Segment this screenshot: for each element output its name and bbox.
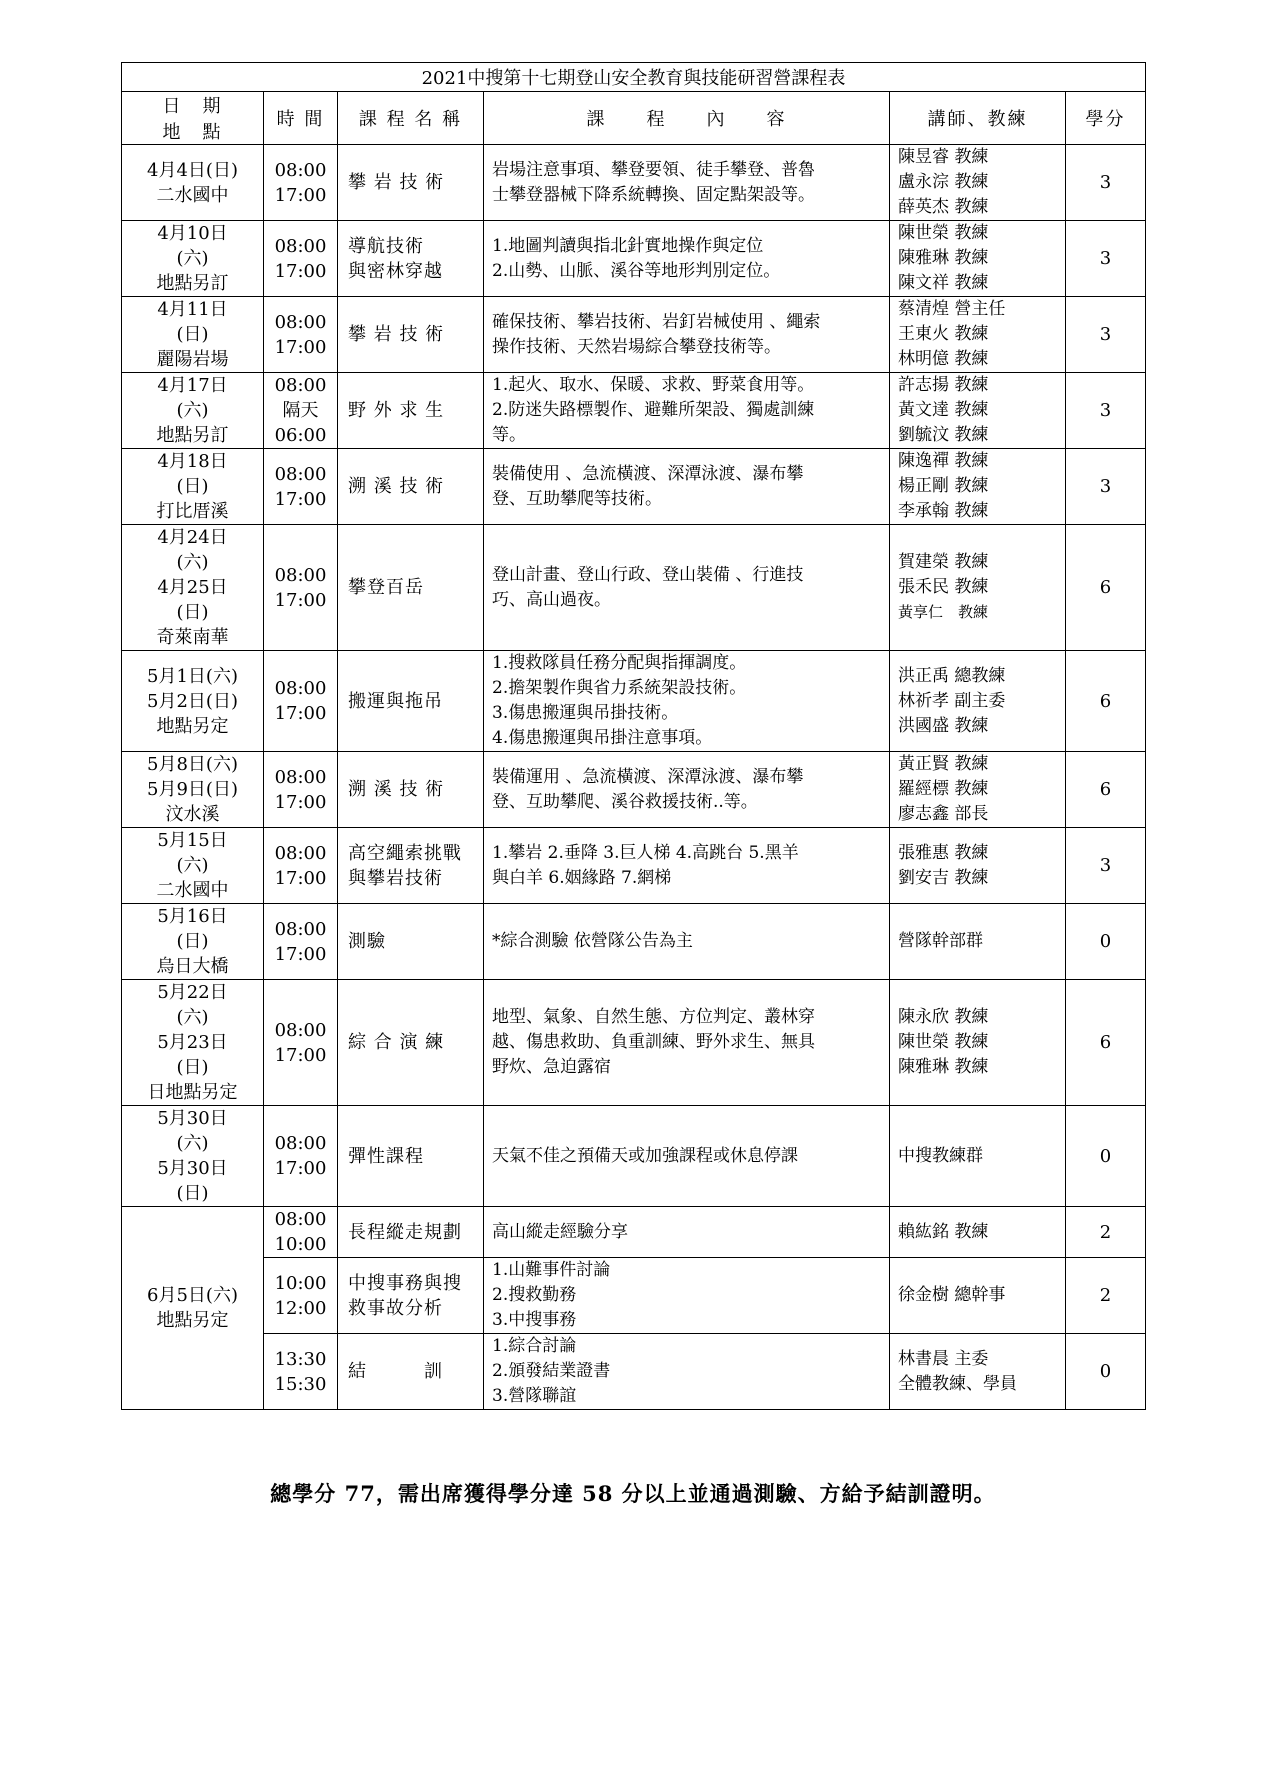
date-location-cell — [122, 373, 264, 449]
teacher-cell-line: 中搜教練群 — [898, 1145, 983, 1166]
course-name-cell-line: 與密林穿越 — [348, 260, 443, 282]
course-name-cell-line: 綜 合 演 練 — [348, 1032, 445, 1053]
date-location-cell-line: 5月23日 — [157, 1032, 228, 1053]
teacher-cell-line: 營隊幹部群 — [898, 931, 983, 951]
course-content-cell — [484, 525, 890, 651]
table-row — [122, 449, 1146, 525]
time-cell — [264, 449, 338, 525]
teacher-cell — [890, 752, 1066, 828]
table-row — [122, 1106, 1146, 1207]
teacher-cell-line: 洪正禹 總教練 — [898, 665, 1006, 686]
table-row — [122, 980, 1146, 1106]
date-location-cell — [122, 1207, 264, 1410]
teacher-cell-line: 洪國盛 教練 — [898, 715, 989, 736]
time-cell-line: 17:00 — [274, 867, 327, 889]
schedule-table — [121, 62, 1146, 1410]
time-cell — [264, 221, 338, 297]
header-row — [122, 92, 1146, 145]
date-location-cell-line: 二水國中 — [156, 880, 229, 901]
teacher-cell — [890, 449, 1066, 525]
teacher-cell-line: 林祈孝 副主委 — [898, 690, 1006, 711]
course-name-cell-line: 溯 溪 技 術 — [348, 476, 445, 497]
course-content-cell-line: 高山縱走經驗分享 — [492, 1221, 628, 1242]
teacher-cell — [890, 1207, 1066, 1258]
date-location-cell-line: 汶水溪 — [165, 804, 220, 825]
time-cell-line: 13:30 — [274, 1348, 327, 1370]
course-name-cell — [338, 1106, 484, 1207]
course-name-cell-line: 與攀岩技術 — [348, 867, 443, 889]
course-name-cell — [338, 828, 484, 904]
course-name-cell — [338, 221, 484, 297]
course-name-cell — [338, 449, 484, 525]
teacher-cell-line: 蔡清煌 營主任 — [898, 299, 1006, 319]
table-row — [122, 145, 1146, 221]
time-cell-line: 08:00 — [274, 311, 327, 333]
course-name-cell-line: 中搜事務與搜 — [348, 1272, 462, 1294]
course-content-cell-line: 裝備運用 、急流橫渡、深潭泳渡、瀑布攀 — [492, 766, 804, 787]
schedule-body — [122, 145, 1146, 1410]
table-row — [122, 297, 1146, 373]
date-location-cell-line: 地點另訂 — [156, 425, 229, 446]
time-cell-line: 17:00 — [274, 589, 327, 611]
teacher-cell — [890, 651, 1066, 752]
date-location-cell — [122, 752, 264, 828]
table-row — [122, 1334, 1146, 1410]
table-row — [122, 373, 1146, 449]
date-location-cell — [122, 297, 264, 373]
table-row — [122, 651, 1146, 752]
table-row — [122, 221, 1146, 297]
course-content-cell-line: 岩場注意事項、攀登要領、徒手攀登、普魯 — [492, 159, 815, 180]
course-content-cell — [484, 651, 890, 752]
credit-cell: 3 — [1066, 449, 1146, 525]
teacher-cell-line: 陳逸禪 教練 — [898, 451, 989, 471]
course-content-cell-line: 3.中搜事務 — [492, 1310, 577, 1330]
course-content-cell-line: 4.傷患搬運與吊掛注意事項。 — [492, 728, 713, 748]
time-cell-line: 17:00 — [274, 488, 327, 510]
course-content-cell-line: 越、傷患救助、負重訓練、野外求生、無具 — [492, 1032, 815, 1052]
teacher-cell-line: 張雅惠 教練 — [898, 842, 989, 863]
table-row — [122, 525, 1146, 651]
time-cell-line: 10:00 — [274, 1234, 327, 1255]
credit-cell: 3 — [1066, 221, 1146, 297]
date-location-cell-line: (日) — [176, 602, 209, 623]
table-row — [122, 828, 1146, 904]
credit-cell: 2 — [1066, 1207, 1146, 1258]
course-name-cell-line: 救事故分析 — [348, 1297, 443, 1319]
teacher-cell-line: 黃正賢 教練 — [898, 754, 989, 774]
course-content-cell-line: 與白羊 6.姻緣路 7.網梯 — [492, 867, 672, 888]
page-title: 2021中搜第十七期登山安全教育與技能研習營課程表 — [122, 63, 1146, 92]
course-name-cell-line: 攀登百岳 — [348, 577, 424, 598]
credit-cell: 0 — [1066, 1334, 1146, 1410]
time-cell-line: 08:00 — [274, 159, 327, 181]
course-name-cell-line: 長程縱走規劃 — [348, 1221, 462, 1243]
course-content-cell-line: 操作技術、天然岩場綜合攀登技術等。 — [492, 336, 781, 357]
teacher-cell-line: 黃文達 教練 — [898, 400, 989, 420]
time-cell — [264, 373, 338, 449]
date-location-cell-line: 5月22日 — [157, 982, 228, 1003]
course-content-cell-line: 士攀登器械下降系統轉換、固定點架設等。 — [492, 184, 815, 205]
time-cell — [264, 145, 338, 221]
teacher-cell-line: 盧永淙 教練 — [898, 172, 989, 192]
date-location-cell-line: (日) — [176, 931, 209, 952]
date-location-cell-line: 4月11日 — [157, 299, 228, 320]
date-location-cell-line: 4月17日 — [157, 375, 228, 396]
date-location-cell — [122, 221, 264, 297]
date-location-cell-line: 地點另定 — [156, 1310, 229, 1331]
date-location-cell — [122, 449, 264, 525]
date-location-cell-line: 打比厝溪 — [156, 501, 229, 522]
table-row — [122, 904, 1146, 980]
date-location-cell-line: 麗陽岩場 — [156, 349, 229, 370]
course-name-cell-line: 溯 溪 技 術 — [348, 779, 445, 800]
time-cell — [264, 1106, 338, 1207]
header-date: 日 期 地 點 — [122, 92, 264, 145]
date-location-cell — [122, 525, 264, 651]
teacher-cell — [890, 904, 1066, 980]
course-content-cell — [484, 221, 890, 297]
course-content-cell-line: 天氣不佳之預備天或加強課程或休息停課 — [492, 1145, 798, 1166]
time-cell — [264, 904, 338, 980]
time-cell-line: 08:00 — [274, 842, 327, 864]
time-cell — [264, 752, 338, 828]
teacher-cell-line: 陳雅琳 教練 — [898, 248, 989, 268]
date-location-cell — [122, 904, 264, 980]
course-name-cell — [338, 525, 484, 651]
teacher-cell — [890, 297, 1066, 373]
course-content-cell-line: 1.地圖判讀與指北針實地操作與定位 — [492, 235, 764, 256]
date-location-cell — [122, 1106, 264, 1207]
time-cell — [264, 828, 338, 904]
course-content-cell-line: 2.山勢、山脈、溪谷等地形判別定位。 — [492, 260, 781, 281]
table-row — [122, 752, 1146, 828]
date-location-cell-line: 5月30日 — [157, 1108, 228, 1129]
time-cell-line: 17:00 — [274, 791, 327, 813]
time-cell-line: 08:00 — [274, 678, 327, 699]
date-location-cell-line: 5月1日(六) — [147, 665, 238, 687]
time-cell-line: 08:00 — [274, 1133, 327, 1154]
time-cell-line: 17:00 — [274, 184, 327, 206]
time-cell-line: 17:00 — [274, 336, 327, 358]
teacher-cell-line: 陳世榮 教練 — [898, 1032, 989, 1052]
date-location-cell-line: 烏日大橋 — [156, 956, 229, 977]
credit-cell: 0 — [1066, 904, 1146, 980]
table-row — [122, 1207, 1146, 1258]
time-cell-line: 10:00 — [274, 1272, 327, 1294]
course-content-cell-line: 登山計畫、登山行政、登山裝備 、行進技 — [492, 564, 804, 585]
course-content-cell-line: 2.擔架製作與省力系統架設技術。 — [492, 678, 747, 698]
date-location-cell-line: (六) — [176, 855, 209, 876]
course-content-cell-line: 1.起火、取水、保暖、求救、野菜食用等。 — [492, 375, 815, 395]
teacher-cell-line: 陳雅琳 教練 — [898, 1057, 989, 1077]
teacher-cell-line: 徐金樹 總幹事 — [898, 1285, 1006, 1305]
credit-cell: 2 — [1066, 1258, 1146, 1334]
teacher-cell-line: 陳文祥 教練 — [898, 273, 989, 293]
teacher-cell-line: 李承翰 教練 — [898, 501, 989, 521]
course-content-cell — [484, 752, 890, 828]
header-credit: 學分 — [1066, 92, 1146, 145]
course-name-cell-line: 彈性課程 — [348, 1145, 424, 1167]
course-content-cell-line: 2.防迷失路標製作、避難所架設、獨處訓練 — [492, 400, 815, 420]
course-name-cell — [338, 752, 484, 828]
teacher-cell-line: 林書晨 主委 — [898, 1348, 989, 1369]
teacher-cell-line: 賀建榮 教練 — [898, 552, 989, 572]
date-location-cell-line: 日地點另定 — [147, 1082, 238, 1103]
date-location-cell-line: (日) — [176, 1057, 209, 1078]
time-cell — [264, 1207, 338, 1258]
credit-cell: 3 — [1066, 828, 1146, 904]
header-course-name: 課 程 名 稱 — [338, 92, 484, 145]
date-location-cell — [122, 828, 264, 904]
date-location-cell-line: (六) — [176, 400, 209, 421]
course-name-cell — [338, 904, 484, 980]
table-row — [122, 1258, 1146, 1334]
teacher-cell — [890, 980, 1066, 1106]
date-location-cell — [122, 980, 264, 1106]
course-content-cell-line: 登、互助攀爬等技術。 — [492, 488, 662, 509]
time-cell-line: 12:00 — [274, 1297, 327, 1319]
date-location-cell-line: 5月8日(六) — [147, 754, 238, 775]
teacher-cell-line: 王東火 教練 — [898, 324, 989, 344]
date-location-cell-line: 4月18日 — [157, 451, 228, 472]
course-content-cell — [484, 828, 890, 904]
course-content-cell-line: 野炊、急迫露宿 — [492, 1057, 611, 1077]
time-cell-line: 08:00 — [274, 463, 327, 485]
time-cell-line: 08:00 — [274, 1019, 327, 1041]
credit-cell: 0 — [1066, 1106, 1146, 1207]
teacher-cell-line: 陳昱睿 教練 — [898, 147, 989, 167]
course-name-cell — [338, 297, 484, 373]
time-cell — [264, 980, 338, 1106]
credit-cell: 3 — [1066, 145, 1146, 221]
teacher-cell-line: 陳世榮 教練 — [898, 223, 989, 243]
teacher-cell-line: 林明億 教練 — [898, 349, 989, 369]
course-content-cell-line: 3.營隊聯誼 — [492, 1386, 577, 1406]
course-name-cell-line: 搬運與拖吊 — [348, 690, 443, 712]
course-content-cell — [484, 1106, 890, 1207]
date-location-cell-line: 4月4日(日) — [147, 159, 238, 181]
teacher-cell-line: 黃享仁 教練 — [898, 603, 989, 621]
teacher-cell-line: 廖志鑫 部長 — [898, 804, 989, 824]
date-location-cell-line: 5月15日 — [157, 830, 228, 851]
teacher-cell — [890, 221, 1066, 297]
date-location-cell — [122, 145, 264, 221]
date-location-cell-line: 4月10日 — [157, 223, 228, 244]
course-content-cell-line: 地型、氣象、自然生態、方位判定、叢林穿 — [492, 1007, 815, 1027]
date-location-cell-line: (六) — [176, 1007, 209, 1028]
teacher-cell — [890, 373, 1066, 449]
date-location-cell-line: 地點另訂 — [156, 273, 229, 294]
course-name-cell — [338, 1258, 484, 1334]
date-location-cell-line: 4月24日 — [157, 527, 228, 548]
course-name-cell-line: 導航技術 — [348, 235, 424, 257]
time-cell-line: 08:00 — [274, 235, 327, 257]
teacher-cell — [890, 525, 1066, 651]
teacher-cell-line: 許志揚 教練 — [898, 375, 989, 395]
time-cell — [264, 525, 338, 651]
teacher-cell-line: 全體教練、學員 — [898, 1373, 1017, 1394]
course-name-cell-line: 攀 岩 技 術 — [348, 324, 445, 345]
teacher-cell-line: 劉毓汶 教練 — [898, 425, 989, 445]
teacher-cell — [890, 1106, 1066, 1207]
date-location-cell-line: 奇萊南華 — [156, 627, 229, 648]
course-name-cell-line: 野 外 求 生 — [348, 400, 445, 421]
date-location-cell-line: (日) — [176, 476, 209, 497]
course-content-cell-line: 1.綜合討論 — [492, 1336, 577, 1356]
time-cell — [264, 1258, 338, 1334]
date-location-cell-line: 5月2日(日) — [147, 690, 238, 712]
teacher-cell-line: 劉安吉 教練 — [898, 867, 989, 888]
date-location-cell-line: 5月9日(日) — [147, 779, 238, 800]
header-content: 課 程 內 容 — [484, 92, 890, 145]
time-cell-line: 08:00 — [274, 1209, 327, 1230]
course-name-cell-line: 攀 岩 技 術 — [348, 172, 445, 193]
course-name-cell-line: 測驗 — [348, 931, 386, 952]
date-location-cell-line: (日) — [176, 324, 209, 345]
header-teacher: 講師、教練 — [890, 92, 1066, 145]
credit-cell: 3 — [1066, 297, 1146, 373]
course-content-cell-line: 1.山難事件討論 — [492, 1260, 611, 1280]
course-content-cell — [484, 904, 890, 980]
date-location-cell-line: 二水國中 — [156, 184, 229, 206]
course-content-cell — [484, 145, 890, 221]
course-content-cell-line: 1.搜救隊員任務分配與指揮調度。 — [492, 653, 747, 673]
teacher-cell-line: 薛英杰 教練 — [898, 197, 989, 217]
course-content-cell — [484, 1258, 890, 1334]
time-cell-line: 17:00 — [274, 260, 327, 282]
course-content-cell — [484, 980, 890, 1106]
time-cell-line: 06:00 — [274, 425, 327, 446]
course-content-cell-line: 3.傷患搬運與吊掛技術。 — [492, 703, 679, 723]
teacher-cell — [890, 145, 1066, 221]
time-cell-line: 隔天 — [282, 400, 319, 421]
date-location-cell-line: (六) — [176, 1133, 209, 1154]
course-content-cell-line: 等。 — [492, 425, 526, 445]
course-content-cell — [484, 297, 890, 373]
time-cell — [264, 1334, 338, 1410]
course-name-cell-line: 高空繩索挑戰 — [348, 842, 462, 864]
teacher-cell-line: 賴紘銘 教練 — [898, 1221, 989, 1242]
teacher-cell — [890, 828, 1066, 904]
teacher-cell-line: 羅經標 教練 — [898, 779, 989, 799]
course-name-cell-line: 結 訓 — [348, 1361, 443, 1382]
course-content-cell — [484, 449, 890, 525]
course-content-cell-line: *綜合測驗 依營隊公告為主 — [492, 931, 693, 951]
teacher-cell — [890, 1258, 1066, 1334]
credit-cell: 6 — [1066, 525, 1146, 651]
date-location-cell-line: 地點另定 — [156, 715, 229, 737]
date-location-cell-line: (六) — [176, 552, 209, 573]
date-location-cell-line: (六) — [176, 248, 209, 269]
credit-cell: 3 — [1066, 373, 1146, 449]
time-cell — [264, 297, 338, 373]
time-cell-line: 17:00 — [274, 703, 327, 724]
course-name-cell — [338, 145, 484, 221]
time-cell-line: 08:00 — [274, 766, 327, 788]
time-cell-line: 17:00 — [274, 943, 327, 965]
course-content-cell-line: 2.頒發結業證書 — [492, 1361, 611, 1381]
course-content-cell — [484, 1334, 890, 1410]
course-content-cell-line: 確保技術、攀岩技術、岩釘岩械使用 、繩索 — [492, 311, 821, 332]
date-location-cell-line: (日) — [176, 1183, 209, 1204]
time-cell — [264, 651, 338, 752]
teacher-cell — [890, 1334, 1066, 1410]
course-name-cell — [338, 1334, 484, 1410]
teacher-cell-line: 張禾民 教練 — [898, 577, 989, 597]
course-content-cell-line: 裝備使用 、急流橫渡、深潭泳渡、瀑布攀 — [492, 463, 804, 484]
date-location-cell-line: 5月16日 — [157, 906, 228, 927]
course-content-cell-line: 1.攀岩 2.垂降 3.巨人梯 4.高跳台 5.黑羊 — [492, 842, 799, 863]
time-cell-line: 08:00 — [274, 918, 327, 940]
date-location-cell-line: 6月5日(六) — [147, 1285, 238, 1306]
date-location-cell-line: 5月30日 — [157, 1158, 228, 1179]
credit-cell: 6 — [1066, 651, 1146, 752]
course-name-cell — [338, 1207, 484, 1258]
time-cell-line: 17:00 — [274, 1044, 327, 1066]
course-name-cell — [338, 980, 484, 1106]
course-content-cell — [484, 1207, 890, 1258]
course-name-cell — [338, 651, 484, 752]
time-cell-line: 15:30 — [274, 1373, 327, 1395]
course-content-cell — [484, 373, 890, 449]
credit-cell: 6 — [1066, 980, 1146, 1106]
time-cell-line: 17:00 — [274, 1158, 327, 1179]
date-location-cell — [122, 651, 264, 752]
course-content-cell-line: 巧、高山過夜。 — [492, 589, 611, 610]
teacher-cell-line: 陳永欣 教練 — [898, 1007, 989, 1027]
credit-cell: 6 — [1066, 752, 1146, 828]
header-time: 時 間 — [264, 92, 338, 145]
course-name-cell — [338, 373, 484, 449]
credit-requirement-note: 總學分 77，需出席獲得學分達 58 分以上並通過測驗、方給予結訓證明。 — [270, 1481, 996, 1506]
teacher-cell-line: 楊正剛 教練 — [898, 476, 989, 496]
time-cell-line: 08:00 — [274, 564, 327, 586]
course-content-cell-line: 登、互助攀爬、溪谷救援技術..等。 — [492, 791, 758, 812]
time-cell-line: 08:00 — [274, 375, 327, 396]
course-content-cell-line: 2.搜救勤務 — [492, 1285, 577, 1305]
date-location-cell-line: 4月25日 — [157, 577, 228, 598]
